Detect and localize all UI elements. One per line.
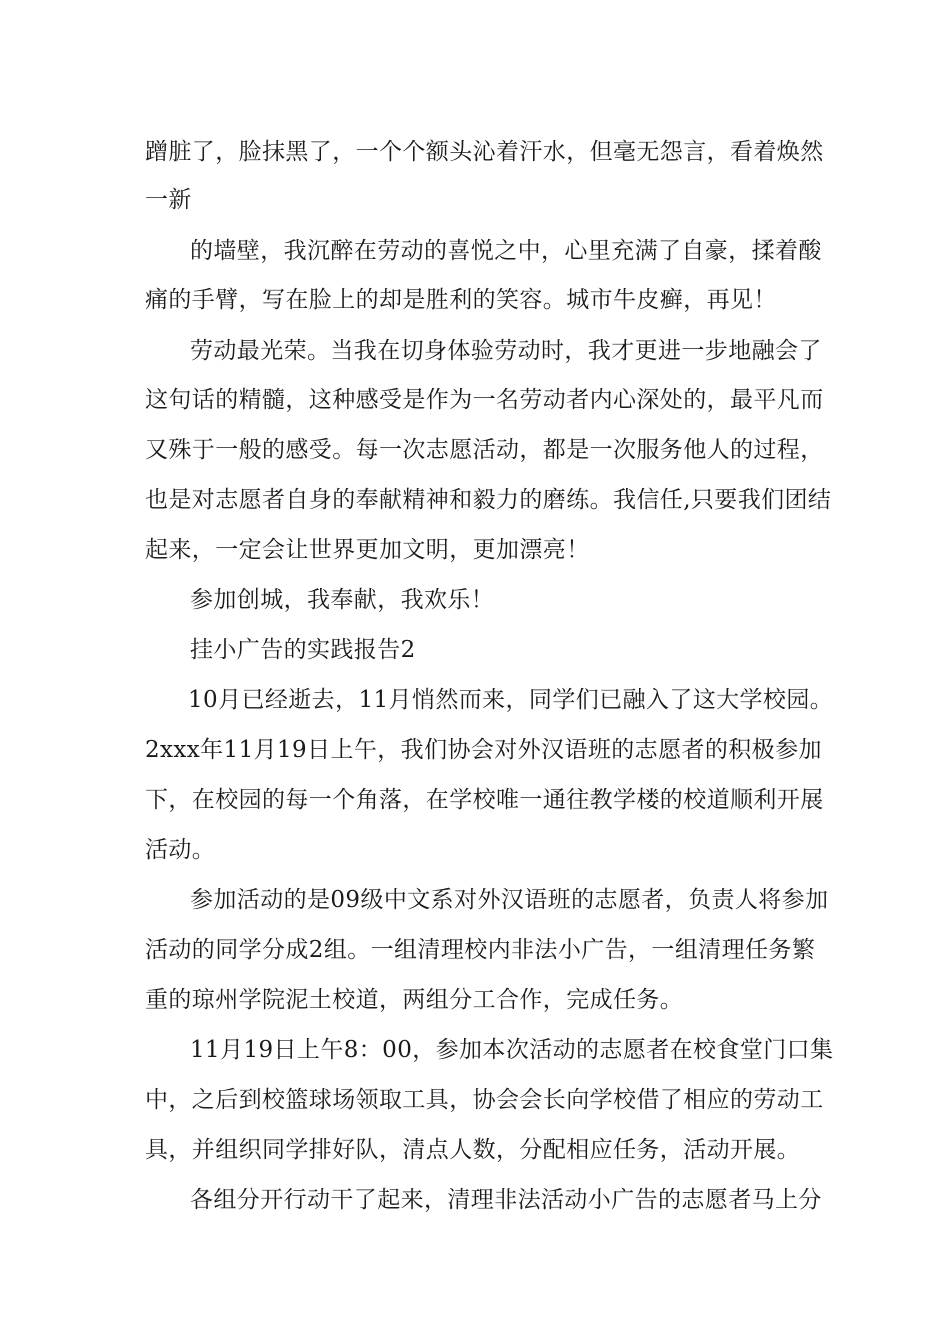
text-line: 起来，一定会让世界更加文明，更加漂亮！ — [145, 537, 590, 563]
text-line: 痛的手臂，写在脸上的却是胜利的笑容。城市牛皮癣，再见！ — [145, 287, 777, 313]
text-line: 10月已经逝去，11月悄然而来，同学们已融入了这大学校园。 — [188, 687, 834, 713]
text-line: 又殊于一般的感受。每一次志愿活动，都是一次服务他人的过程， — [145, 437, 824, 463]
text-line: 这句话的精髓，这种感受是作为一名劳动者内心深处的，最平凡而 — [145, 387, 824, 413]
text-line: 各组分开行动干了起来，清理非法活动小广告的志愿者马上分 — [190, 1187, 822, 1213]
text-line: 一新 — [145, 187, 192, 213]
text-line: 下，在校园的每一个角落，在学校唯一通往教学楼的校道顺利开展 — [145, 787, 824, 813]
text-line: 11月19日上午8：00，参加本次活动的志愿者在校食堂门口集 — [190, 1037, 834, 1063]
text-line: 中，之后到校篮球场领取工具，协会会长向学校借了相应的劳动工 — [145, 1087, 824, 1113]
text-line: 重的琼州学院泥土校道，两组分工合作，完成任务。 — [145, 987, 684, 1013]
section-heading: 挂小广告的实践报告2 — [190, 637, 416, 663]
text-line: 也是对志愿者自身的奉献精神和毅力的磨练。我信任,只要我们团结 — [145, 487, 832, 513]
text-line: 劳动最光荣。当我在切身体验劳动时，我才更进一步地融会了 — [190, 338, 822, 364]
text-line: 活动的同学分成2组。一组清理校内非法小广告，一组清理任务繁 — [145, 937, 816, 963]
text-line: 活动。 — [145, 837, 216, 863]
text-line: 的墙壁，我沉醉在劳动的喜悦之中，心里充满了自豪，揉着酸 — [190, 238, 822, 264]
text-line: 2xxx年11月19日上午，我们协会对外汉语班的志愿者的积极参加 — [145, 737, 822, 763]
text-line: 参加创城，我奉献，我欢乐！ — [190, 587, 495, 613]
text-line: 蹭脏了，脸抹黑了，一个个额头沁着汗水，但毫无怨言，看着焕然 — [145, 139, 824, 165]
text-line: 具，并组织同学排好队，清点人数，分配相应任务，活动开展。 — [145, 1137, 801, 1163]
text-line: 参加活动的是09级中文系对外汉语班的志愿者，负责人将参加 — [190, 887, 829, 913]
